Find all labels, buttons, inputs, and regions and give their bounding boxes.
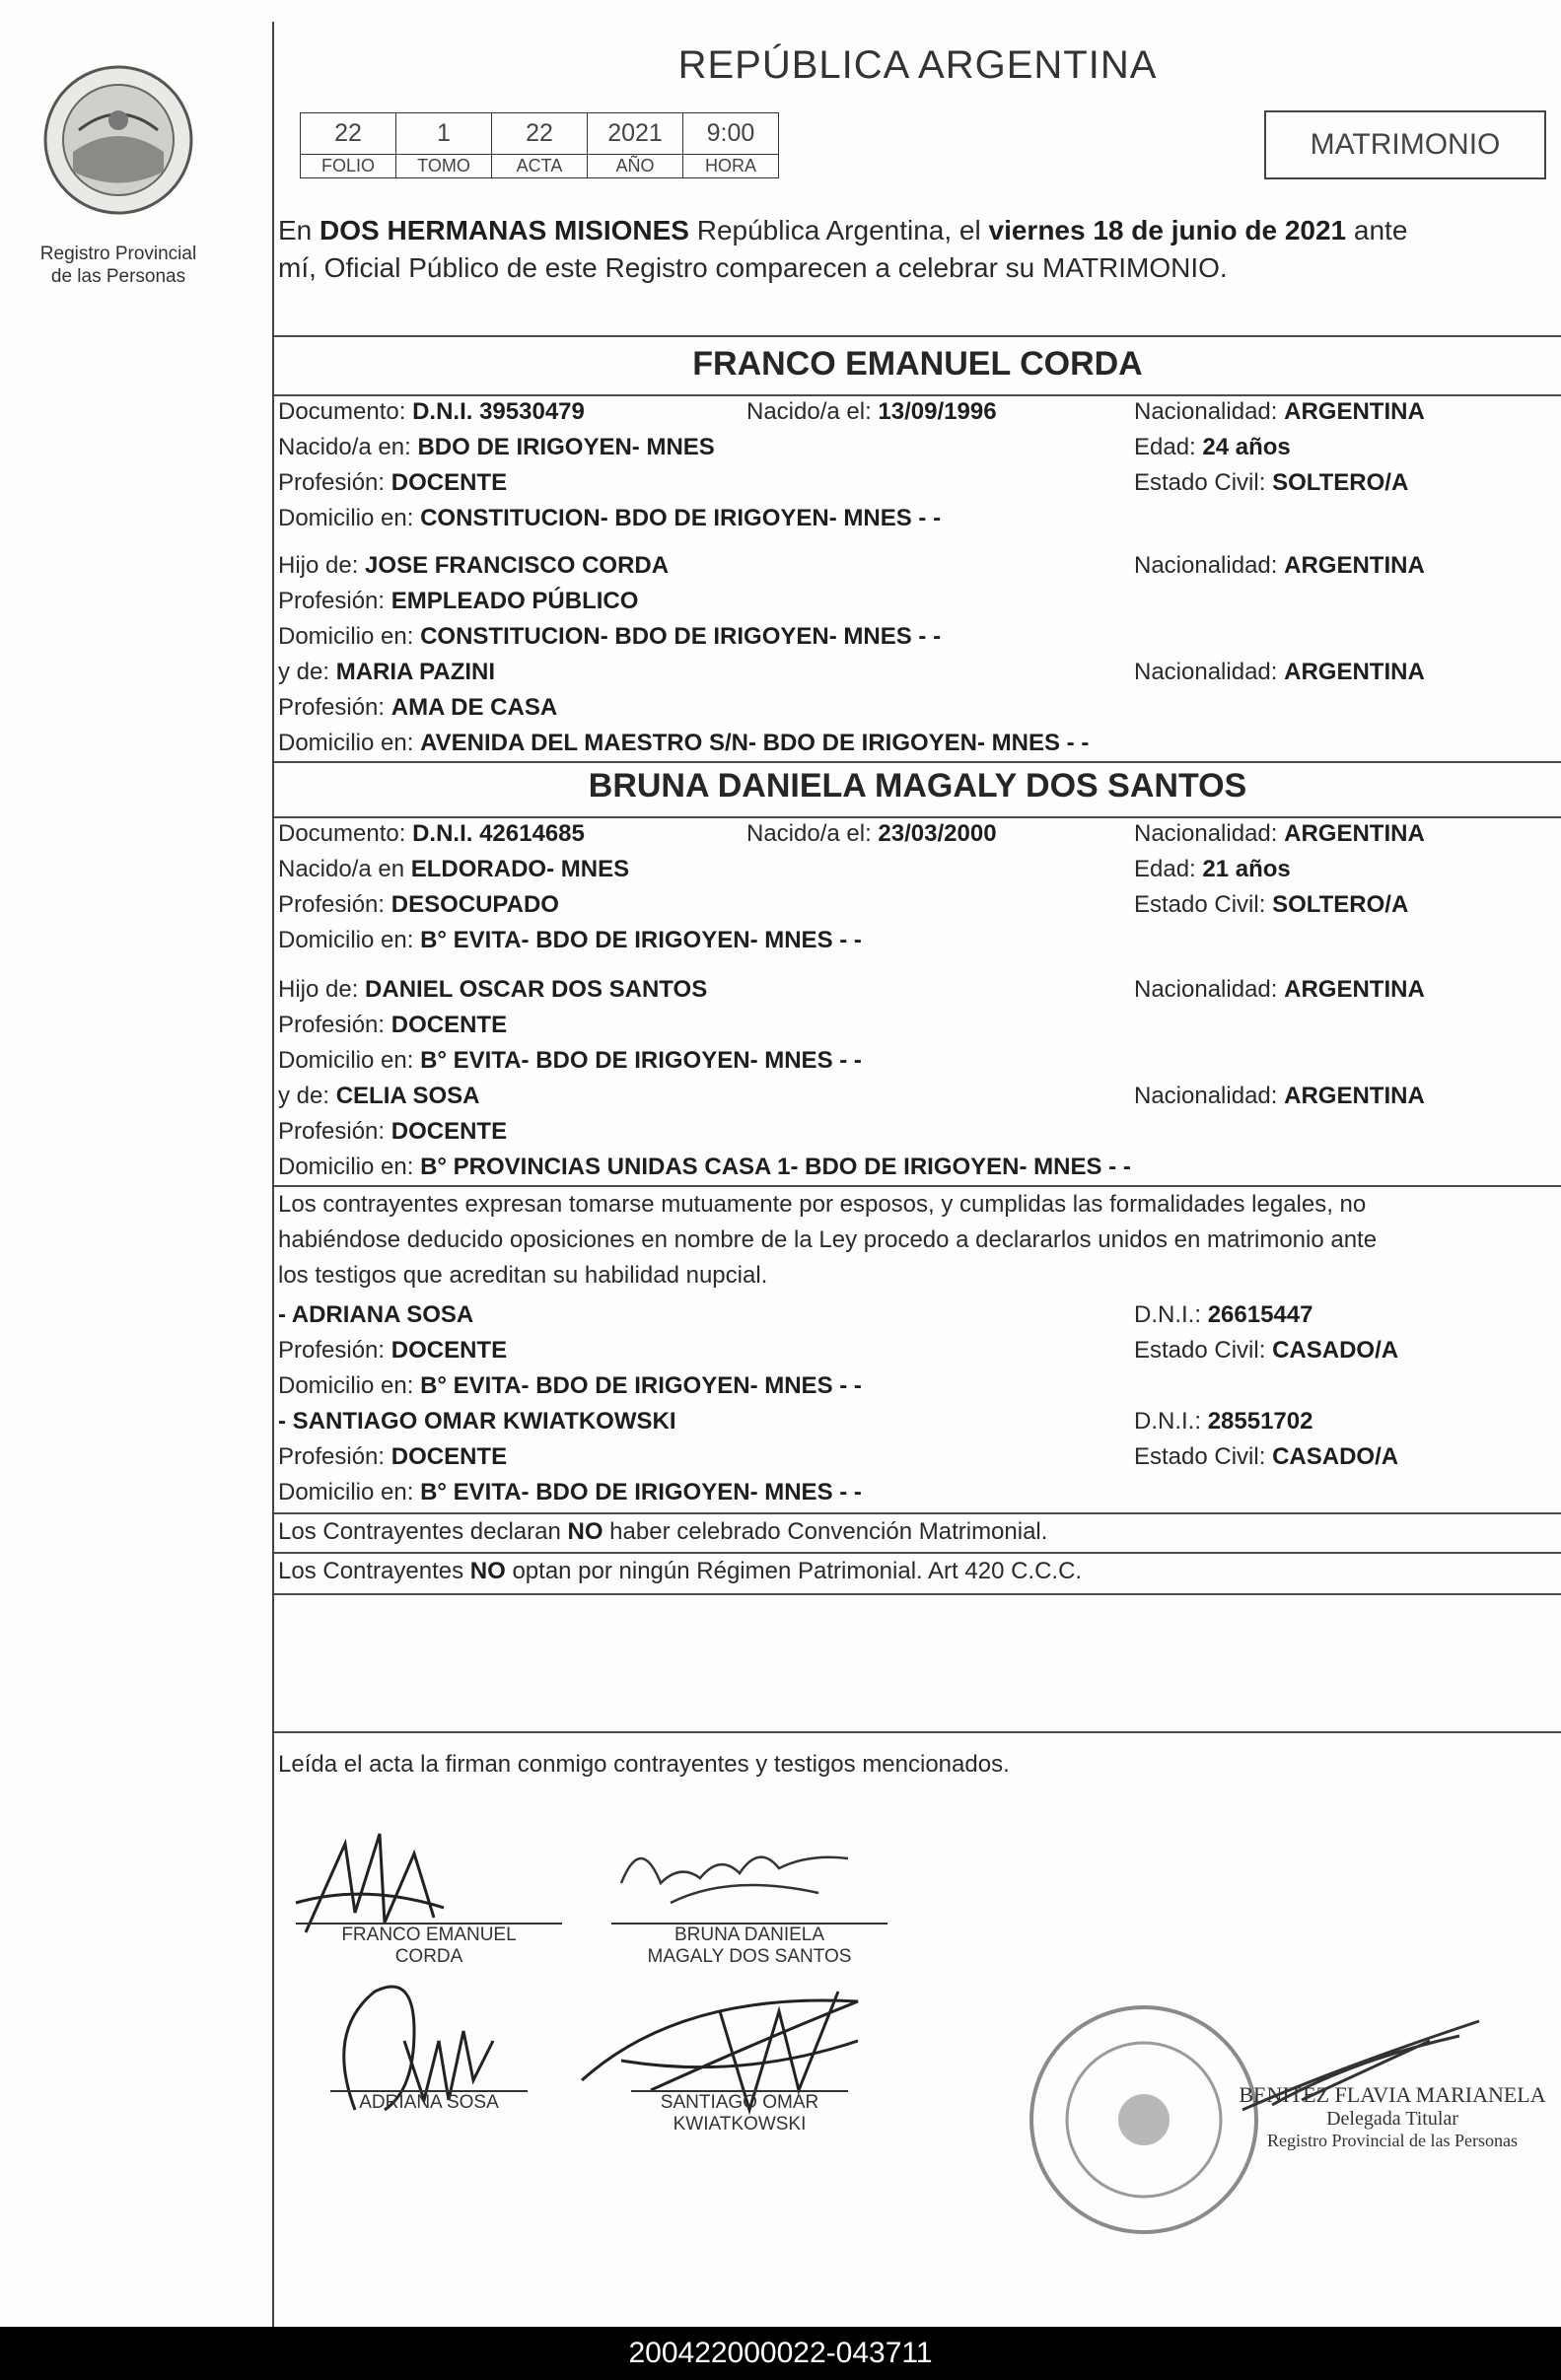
spouse2-nacido-el: [746, 820, 997, 848]
label: Estado Civil:: [1134, 1337, 1266, 1364]
label: Domicilio en:: [278, 730, 414, 756]
spouse2-domicilio: [278, 927, 862, 954]
value: DOCENTE: [390, 1118, 508, 1145]
witness2-domicilio: [278, 1479, 862, 1506]
label: Nacido/a en: [278, 856, 405, 882]
intro-text-b: República Argentina, el: [688, 215, 989, 245]
value: 28551702: [1207, 1408, 1313, 1435]
witness2-dni: [1134, 1408, 1313, 1435]
spouse2-mother-profesion: [278, 1118, 507, 1146]
label: Domicilio en:: [278, 1372, 414, 1399]
official-name-stamp: [1235, 2082, 1550, 2151]
value: B° EVITA- BDO DE IRIGOYEN- MNES - -: [420, 1047, 862, 1074]
anio-value: 2021: [588, 113, 683, 155]
spouse1-father-domicilio: [278, 623, 941, 651]
value: 26615447: [1207, 1301, 1313, 1328]
spouse2-profesion: [278, 891, 559, 919]
label: Documento:: [278, 820, 406, 847]
folio-label: FOLIO: [301, 155, 396, 178]
label-line: BRUNA DANIELA: [674, 1925, 825, 1945]
divider: [274, 1593, 1561, 1595]
spouse1-father-nacionalidad: [1134, 552, 1425, 580]
witness1-dni: [1134, 1301, 1313, 1329]
declaration-line1: Los contrayentes expresan tomarse mutuamente por esposos, y cumplidas las formalidades legales, no: [278, 1191, 1367, 1218]
label-line: ADRIANA SOSA: [359, 2092, 499, 2113]
label: Documento:: [278, 398, 406, 425]
label: Hijo de:: [278, 976, 359, 1003]
value: ARGENTINA: [1284, 976, 1425, 1003]
label: Hijo de:: [278, 552, 359, 579]
witness1-domicilio: [278, 1372, 862, 1400]
spouse2-estado-civil: [1134, 891, 1408, 919]
label: Domicilio en:: [278, 623, 414, 650]
witness2-estado-civil: [1134, 1443, 1398, 1471]
value: DOCENTE: [390, 1012, 508, 1038]
intro-place: DOS HERMANAS MISIONES: [319, 215, 689, 245]
witness1-profesion: [278, 1337, 507, 1365]
folio-value: 22: [301, 113, 396, 155]
value: CASADO/A: [1272, 1337, 1399, 1364]
value: ARGENTINA: [1284, 659, 1425, 685]
spouse2-father-domicilio: [278, 1047, 862, 1075]
label: Nacionalidad:: [1134, 552, 1278, 579]
value: EMPLEADO PÚBLICO: [390, 588, 639, 614]
divider: [274, 816, 1561, 818]
record-type: MATRIMONIO: [1310, 128, 1501, 161]
label-line: SANTIAGO OMAR: [660, 2092, 819, 2113]
label: Nacionalidad:: [1134, 398, 1278, 425]
label: Estado Civil:: [1134, 1443, 1266, 1470]
label: Edad:: [1134, 434, 1196, 460]
spouse2-mother: [278, 1083, 480, 1110]
intro-text-c: ante: [1346, 215, 1408, 245]
label: Nacionalidad:: [1134, 976, 1278, 1003]
spouse2-father-nacionalidad: [1134, 976, 1425, 1004]
label-line: CORDA: [394, 1946, 463, 1967]
spouse1-profesion: [278, 469, 507, 497]
value: ARGENTINA: [1284, 552, 1425, 579]
spouse2-name: BRUNA DANIELA MAGALY DOS SANTOS: [588, 767, 1247, 805]
no: NO: [469, 1558, 506, 1584]
value: - SANTIAGO OMAR KWIATKOWSKI: [278, 1408, 676, 1435]
intro-date: viernes 18 de junio de 2021: [988, 215, 1347, 245]
value: JOSE FRANCISCO CORDA: [365, 552, 670, 579]
value: DOCENTE: [390, 469, 508, 496]
divider: [274, 1512, 1561, 1514]
spouse1-mother-domicilio: [278, 730, 1089, 757]
divider: [274, 394, 1561, 396]
declaration-line2: habiéndose deducido oposiciones en nombre de la Ley procedo a declararlos unidos en matrimonio ante: [278, 1226, 1378, 1253]
declaration-line3: los testigos que acreditan su habilidad nupcial.: [278, 1262, 768, 1289]
spouse2-nacionalidad: [1134, 820, 1425, 848]
tomo-label: TOMO: [396, 155, 492, 178]
label: Profesión:: [278, 469, 386, 496]
value: CONSTITUCION- BDO DE IRIGOYEN- MNES - -: [420, 623, 942, 650]
spouse1-estado-civil: [1134, 469, 1408, 497]
label-line: KWIATKOWSKI: [673, 2114, 807, 2135]
label: Domicilio en:: [278, 505, 414, 531]
divider: [274, 1185, 1561, 1187]
spouse1-mother-nacionalidad: [1134, 659, 1425, 686]
text: Los Contrayentes declaran: [278, 1518, 568, 1545]
spouse2-father-profesion: [278, 1012, 507, 1039]
official-round-stamp: [1026, 2001, 1262, 2238]
registry-line1: Registro Provincial: [39, 244, 197, 264]
value: B° EVITA- BDO DE IRIGOYEN- MNES - -: [420, 1479, 862, 1505]
value: CELIA SOSA: [335, 1083, 480, 1109]
witness1-estado-civil: [1134, 1337, 1398, 1365]
tomo-value: 1: [396, 113, 492, 155]
value: CONSTITUCION- BDO DE IRIGOYEN- MNES - -: [420, 505, 942, 531]
label: Estado Civil:: [1134, 891, 1266, 918]
no: NO: [567, 1518, 603, 1545]
value: SOLTERO/A: [1272, 891, 1409, 918]
value: BDO DE IRIGOYEN- MNES: [417, 434, 715, 460]
value: AMA DE CASA: [390, 694, 558, 721]
value: 13/09/1996: [878, 398, 997, 425]
value: ARGENTINA: [1284, 1083, 1425, 1109]
label: Domicilio en:: [278, 1154, 414, 1180]
label: Nacionalidad:: [1134, 659, 1278, 685]
spouse2-mother-domicilio: [278, 1154, 1131, 1181]
footer-bar: [0, 2327, 1561, 2380]
label: Profesión:: [278, 891, 386, 918]
label: Domicilio en:: [278, 1479, 414, 1505]
value: ARGENTINA: [1284, 398, 1425, 425]
text: Los Contrayentes: [278, 1558, 470, 1584]
closing-text: Leída el acta la firman conmigo contrayentes y testigos mencionados.: [278, 1751, 1010, 1778]
value: CASADO/A: [1272, 1443, 1399, 1470]
value: 23/03/2000: [878, 820, 997, 847]
label: y de:: [278, 659, 330, 685]
signature-label-4: [631, 2092, 848, 2135]
spouse2-father: [278, 976, 707, 1004]
signature-scribble-2: [611, 1824, 858, 1923]
text: haber celebrado Convención Matrimonial.: [603, 1518, 1048, 1545]
label: y de:: [278, 1083, 330, 1109]
label-line: FRANCO EMANUEL: [341, 1925, 517, 1945]
registry-name: [20, 243, 217, 288]
registry-line2: de las Personas: [50, 266, 186, 287]
signature-label-3: [330, 2092, 528, 2114]
value: 21 años: [1202, 856, 1291, 882]
label: Edad:: [1134, 856, 1196, 882]
acta-value: 22: [492, 113, 588, 155]
text: optan por ningún Régimen Patrimonial. Art 420 C.C.C.: [505, 1558, 1083, 1584]
witness2-name: [278, 1408, 676, 1435]
footer-code: 200422000022-043711: [628, 2337, 933, 2369]
label: Domicilio en:: [278, 1047, 414, 1074]
hora-label: HORA: [683, 155, 779, 178]
spouse1-mother-profesion: [278, 694, 557, 722]
divider: [274, 335, 1561, 337]
value: ARGENTINA: [1284, 820, 1425, 847]
value: D.N.I. 42614685: [412, 820, 585, 847]
value: DANIEL OSCAR DOS SANTOS: [365, 976, 708, 1003]
spouse1-edad: [1134, 434, 1291, 461]
spouse1-father: [278, 552, 669, 580]
acta-label: ACTA: [492, 155, 588, 178]
convention-line1: [278, 1518, 1047, 1546]
label: Profesión:: [278, 694, 386, 721]
label: Nacido/a en:: [278, 434, 411, 460]
country-title: REPÚBLICA ARGENTINA: [677, 43, 1158, 87]
spouse1-domicilio: [278, 505, 941, 532]
spouse2-edad: [1134, 856, 1291, 883]
official-office: Registro Provincial de las Personas: [1267, 2131, 1518, 2150]
label: D.N.I.:: [1134, 1301, 1202, 1328]
label: Profesión:: [278, 1443, 386, 1470]
label: Profesión:: [278, 1337, 386, 1364]
spouse1-nacionalidad: [1134, 398, 1425, 426]
hora-value: 9:00: [683, 113, 779, 155]
spouse1-father-profesion: [278, 588, 638, 615]
signature-label-2: [611, 1925, 887, 1968]
value: B° EVITA- BDO DE IRIGOYEN- MNES - -: [420, 1372, 862, 1399]
label: Nacido/a el:: [746, 398, 872, 425]
value: 24 años: [1202, 434, 1291, 460]
spouse1-nacido-el: [746, 398, 997, 426]
value: B° PROVINCIAS UNIDAS CASA 1- BDO DE IRIGOYEN- MNES - -: [420, 1154, 1131, 1180]
label: Nacionalidad:: [1134, 820, 1278, 847]
divider: [274, 1731, 1561, 1733]
label: Estado Civil:: [1134, 469, 1266, 496]
label: D.N.I.:: [1134, 1408, 1202, 1435]
label: Domicilio en:: [278, 927, 414, 953]
spouse2-documento: [278, 820, 585, 848]
intro-line1: [278, 215, 1407, 246]
value: SOLTERO/A: [1272, 469, 1409, 496]
spouse1-nacido-en: [278, 434, 715, 461]
witness2-profesion: [278, 1443, 507, 1471]
witness1-name: [278, 1301, 473, 1329]
registry-fields-box: [300, 112, 779, 178]
value: DESOCUPADO: [390, 891, 559, 918]
value: DOCENTE: [390, 1443, 508, 1470]
value: D.N.I. 39530479: [412, 398, 585, 425]
value: AVENIDA DEL MAESTRO S/N- BDO DE IRIGOYEN- MNES - -: [420, 730, 1090, 756]
record-type-box: [1264, 110, 1546, 179]
province-seal: [39, 61, 197, 219]
spouse2-mother-nacionalidad: [1134, 1083, 1425, 1110]
official-role: Delegada Titular: [1326, 2108, 1458, 2130]
label-line: MAGALY DOS SANTOS: [647, 1946, 852, 1967]
label: Nacionalidad:: [1134, 1083, 1278, 1109]
spouse1-documento: [278, 398, 585, 426]
intro-line2: mí, Oficial Público de este Registro comparecen a celebrar su MATRIMONIO.: [278, 252, 1228, 283]
value: - ADRIANA SOSA: [278, 1301, 474, 1328]
value: ELDORADO- MNES: [410, 856, 630, 882]
intro-text-a: En: [278, 215, 320, 245]
label: Profesión:: [278, 1012, 386, 1038]
value: MARIA PAZINI: [335, 659, 496, 685]
divider: [274, 1552, 1561, 1554]
label: Profesión:: [278, 1118, 386, 1145]
label: Profesión:: [278, 588, 386, 614]
official-name: BENITEZ FLAVIA MARIANELA: [1239, 2082, 1546, 2107]
value: B° EVITA- BDO DE IRIGOYEN- MNES - -: [420, 927, 862, 953]
anio-label: AÑO: [588, 155, 683, 178]
spouse1-mother: [278, 659, 495, 686]
convention-line2: [278, 1558, 1082, 1585]
divider: [274, 761, 1561, 763]
value: DOCENTE: [390, 1337, 508, 1364]
signature-label-1: [296, 1925, 562, 1968]
spouse1-name: FRANCO EMANUEL CORDA: [692, 345, 1143, 383]
label: Nacido/a el:: [746, 820, 872, 847]
spouse2-nacido-en: [278, 856, 629, 883]
